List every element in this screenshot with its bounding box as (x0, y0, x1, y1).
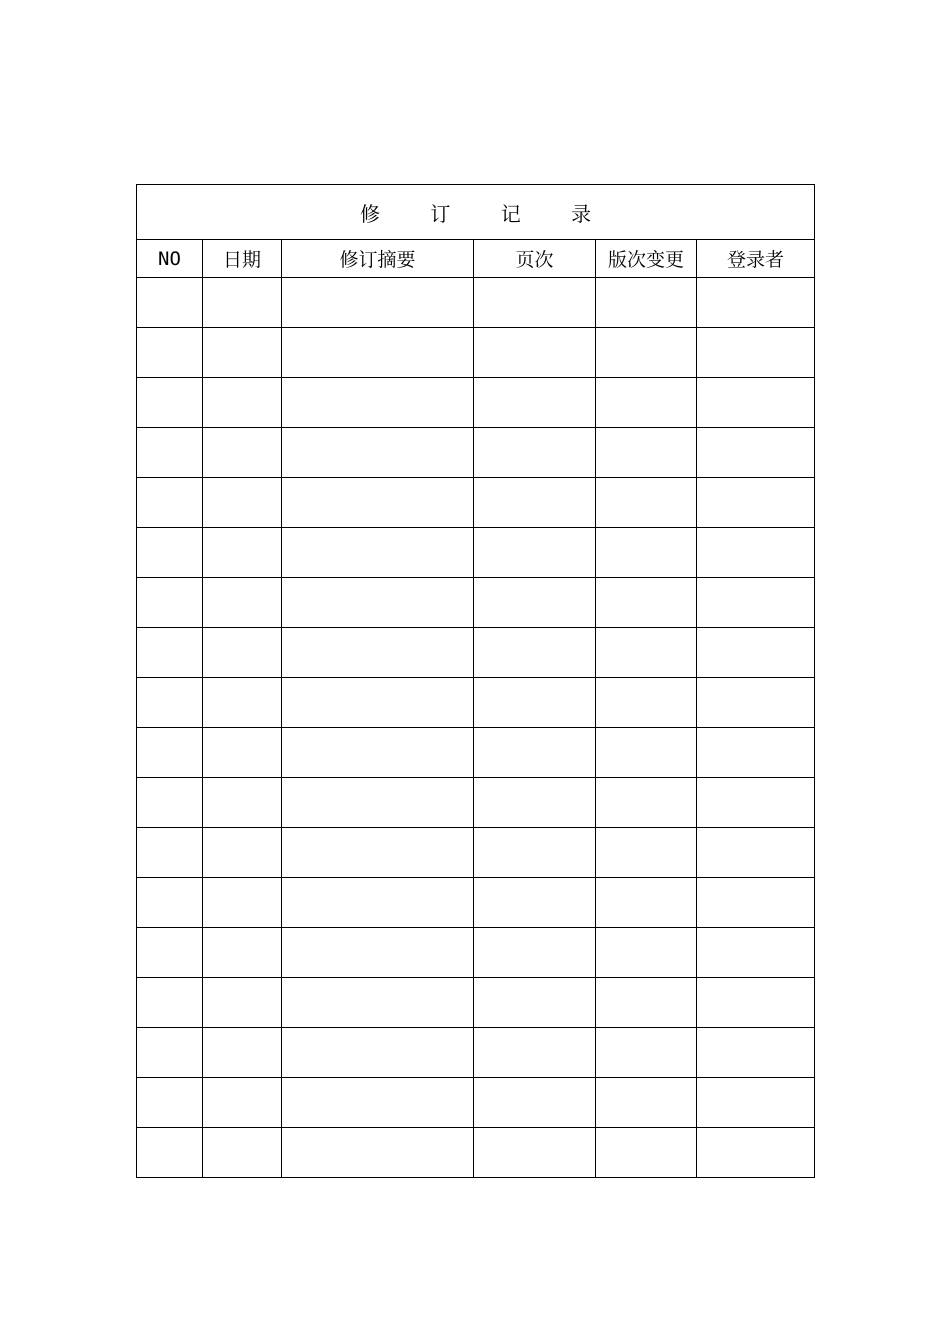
column-header-summary: 修订摘要 (282, 240, 474, 278)
title-char: 订 (430, 201, 451, 226)
cell-summary[interactable] (282, 728, 474, 778)
cell-registrant[interactable] (697, 1128, 815, 1178)
cell-registrant[interactable] (697, 278, 815, 328)
cell-version-change[interactable] (596, 328, 697, 378)
cell-no[interactable] (137, 478, 203, 528)
cell-registrant[interactable] (697, 578, 815, 628)
cell-no[interactable] (137, 628, 203, 678)
cell-date[interactable] (203, 578, 282, 628)
cell-registrant[interactable] (697, 728, 815, 778)
cell-page[interactable] (474, 978, 596, 1028)
cell-registrant[interactable] (697, 428, 815, 478)
cell-version-change[interactable] (596, 778, 697, 828)
cell-version-change[interactable] (596, 678, 697, 728)
cell-no[interactable] (137, 928, 203, 978)
cell-page[interactable] (474, 278, 596, 328)
cell-page[interactable] (474, 378, 596, 428)
cell-registrant[interactable] (697, 1078, 815, 1128)
cell-summary[interactable] (282, 878, 474, 928)
cell-page[interactable] (474, 678, 596, 728)
title-char: 录 (571, 201, 592, 226)
cell-date[interactable] (203, 478, 282, 528)
cell-version-change[interactable] (596, 878, 697, 928)
cell-registrant[interactable] (697, 528, 815, 578)
cell-date[interactable] (203, 828, 282, 878)
cell-date[interactable] (203, 778, 282, 828)
cell-version-change[interactable] (596, 928, 697, 978)
cell-date[interactable] (203, 678, 282, 728)
column-header-registrant: 登录者 (697, 240, 815, 278)
cell-no[interactable] (137, 528, 203, 578)
cell-date[interactable] (203, 878, 282, 928)
table-row (137, 278, 815, 328)
cell-version-change[interactable] (596, 728, 697, 778)
column-header-version-change: 版次变更 (596, 240, 697, 278)
cell-no[interactable] (137, 1028, 203, 1078)
table-row (137, 1078, 815, 1128)
cell-summary[interactable] (282, 928, 474, 978)
cell-date[interactable] (203, 728, 282, 778)
cell-summary[interactable] (282, 628, 474, 678)
table-row (137, 728, 815, 778)
cell-version-change[interactable] (596, 478, 697, 528)
cell-date[interactable] (203, 978, 282, 1028)
cell-date[interactable] (203, 1028, 282, 1078)
cell-page[interactable] (474, 778, 596, 828)
cell-registrant[interactable] (697, 678, 815, 728)
cell-summary[interactable] (282, 278, 474, 328)
cell-page[interactable] (474, 328, 596, 378)
table-row (137, 378, 815, 428)
cell-version-change[interactable] (596, 1078, 697, 1128)
table-row (137, 528, 815, 578)
cell-version-change[interactable] (596, 1028, 697, 1078)
cell-registrant[interactable] (697, 1028, 815, 1078)
cell-summary[interactable] (282, 778, 474, 828)
cell-no[interactable] (137, 978, 203, 1028)
table-row (137, 328, 815, 378)
table-row (137, 978, 815, 1028)
cell-no[interactable] (137, 1128, 203, 1178)
cell-page[interactable] (474, 428, 596, 478)
cell-registrant[interactable] (697, 828, 815, 878)
table-row (137, 928, 815, 978)
cell-version-change[interactable] (596, 978, 697, 1028)
cell-version-change[interactable] (596, 578, 697, 628)
cell-version-change[interactable] (596, 378, 697, 428)
cell-date[interactable] (203, 428, 282, 478)
table-row (137, 628, 815, 678)
cell-no[interactable] (137, 878, 203, 928)
table-row (137, 1128, 815, 1178)
cell-page[interactable] (474, 528, 596, 578)
revision-record-table (136, 184, 815, 1178)
cell-no[interactable] (137, 278, 203, 328)
cell-date[interactable] (203, 278, 282, 328)
cell-registrant[interactable] (697, 878, 815, 928)
cell-date[interactable] (203, 528, 282, 578)
cell-version-change[interactable] (596, 528, 697, 578)
cell-registrant[interactable] (697, 378, 815, 428)
table-row (137, 828, 815, 878)
cell-date[interactable] (203, 928, 282, 978)
cell-version-change[interactable] (596, 828, 697, 878)
cell-registrant[interactable] (697, 928, 815, 978)
cell-summary[interactable] (282, 578, 474, 628)
cell-summary[interactable] (282, 1028, 474, 1078)
cell-page[interactable] (474, 878, 596, 928)
table-row (137, 478, 815, 528)
cell-summary[interactable] (282, 528, 474, 578)
cell-registrant[interactable] (697, 328, 815, 378)
cell-registrant[interactable] (697, 478, 815, 528)
cell-summary[interactable] (282, 828, 474, 878)
table-row (137, 578, 815, 628)
cell-no[interactable] (137, 728, 203, 778)
cell-summary[interactable] (282, 1078, 474, 1128)
cell-summary[interactable] (282, 328, 474, 378)
cell-no[interactable] (137, 1078, 203, 1128)
header-row (137, 240, 815, 278)
cell-summary[interactable] (282, 378, 474, 428)
cell-registrant[interactable] (697, 628, 815, 678)
table-title (137, 185, 815, 240)
column-header-no: NO (137, 240, 203, 278)
table-row (137, 778, 815, 828)
cell-page[interactable] (474, 928, 596, 978)
table-row (137, 1028, 815, 1078)
cell-date[interactable] (203, 1078, 282, 1128)
cell-date[interactable] (203, 378, 282, 428)
cell-date[interactable] (203, 628, 282, 678)
cell-no[interactable] (137, 828, 203, 878)
cell-summary[interactable] (282, 978, 474, 1028)
cell-version-change[interactable] (596, 1128, 697, 1178)
cell-page[interactable] (474, 728, 596, 778)
cell-page[interactable] (474, 628, 596, 678)
cell-summary[interactable] (282, 678, 474, 728)
table-row (137, 678, 815, 728)
cell-summary[interactable] (282, 478, 474, 528)
cell-summary[interactable] (282, 1128, 474, 1178)
cell-registrant[interactable] (697, 978, 815, 1028)
title-char: 修 (360, 201, 380, 226)
column-header-page: 页次 (474, 240, 596, 278)
column-header-date: 日期 (203, 240, 282, 278)
title-text (338, 202, 613, 226)
cell-no[interactable] (137, 578, 203, 628)
cell-date[interactable] (203, 1128, 282, 1178)
cell-no[interactable] (137, 778, 203, 828)
cell-registrant[interactable] (697, 778, 815, 828)
cell-no[interactable] (137, 678, 203, 728)
cell-version-change[interactable] (596, 428, 697, 478)
cell-version-change[interactable] (596, 278, 697, 328)
cell-no[interactable] (137, 428, 203, 478)
cell-page[interactable] (474, 828, 596, 878)
table-row (137, 428, 815, 478)
table-row (137, 878, 815, 928)
cell-no[interactable] (137, 328, 203, 378)
cell-page[interactable] (474, 578, 596, 628)
cell-page[interactable] (474, 478, 596, 528)
cell-summary[interactable] (282, 428, 474, 478)
cell-no[interactable] (137, 378, 203, 428)
title-char: 记 (500, 201, 521, 226)
cell-page[interactable] (474, 1128, 596, 1178)
cell-page[interactable] (474, 1028, 596, 1078)
cell-page[interactable] (474, 1078, 596, 1128)
title-row (137, 185, 815, 240)
cell-date[interactable] (203, 328, 282, 378)
cell-version-change[interactable] (596, 628, 697, 678)
